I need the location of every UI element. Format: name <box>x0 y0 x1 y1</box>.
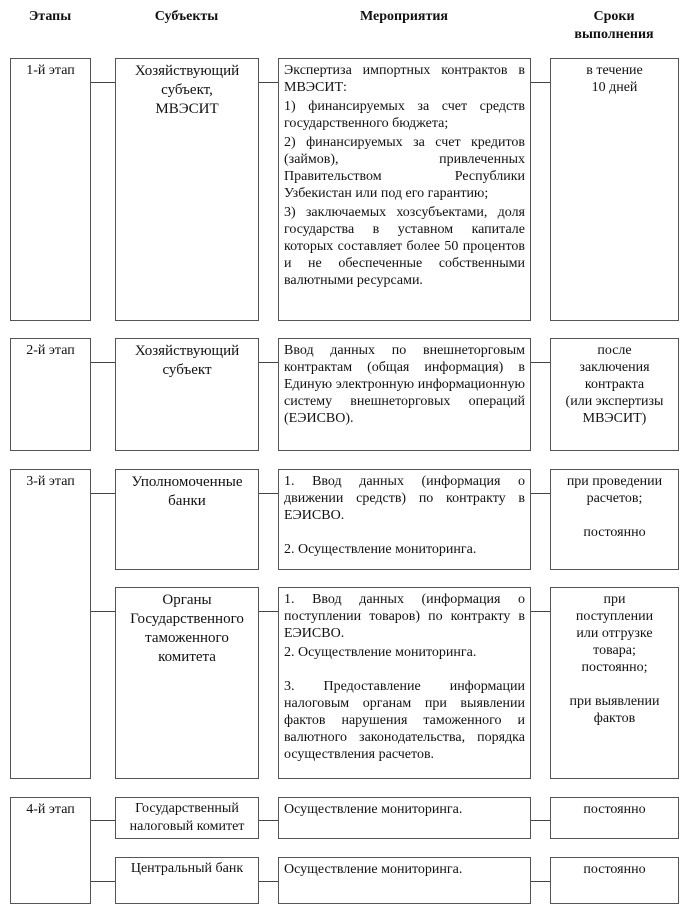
activity-box <box>278 58 531 321</box>
deadline-line: контракта <box>584 377 645 392</box>
activity-text: 2. Осуществление мониторинга. <box>284 645 477 660</box>
connector <box>91 362 115 363</box>
connector <box>91 493 115 494</box>
subject-box <box>115 587 259 779</box>
deadline-box <box>550 469 679 570</box>
connector <box>531 611 550 612</box>
subject-line: Органы <box>162 592 212 608</box>
stage-label: 2-й этап <box>26 343 75 358</box>
subject-line: Хозяйствующий <box>134 343 240 359</box>
subject-line: субъект, <box>161 82 213 98</box>
subject-line: Государственный <box>135 801 239 816</box>
subject-line: налоговый комитет <box>129 819 245 834</box>
subject-line: Центральный банк <box>130 861 244 876</box>
subject-line: Хозяйствующий <box>134 63 240 79</box>
activity-box <box>278 469 531 570</box>
connector <box>531 362 550 363</box>
stage-4-box <box>10 797 91 904</box>
stage-label: 1-й этап <box>26 63 75 78</box>
connector <box>259 820 278 821</box>
activity-text: Осуществление мониторинга. <box>284 862 463 877</box>
deadline-line: поступлении <box>575 609 654 624</box>
stage-1-box <box>10 58 91 321</box>
subject-line: субъект <box>162 362 212 378</box>
activity-box <box>278 857 531 904</box>
stage-label: 3-й этап <box>26 474 75 489</box>
deadline-line: фактов <box>593 711 636 726</box>
subject-box <box>115 797 259 839</box>
activity-text: 1. Ввод данных (информация о движении средств) по контракту в ЕЭИСВО. <box>284 474 525 523</box>
deadline-line: постоянно <box>583 525 646 540</box>
deadline-box <box>550 797 679 839</box>
stage-2-box <box>10 338 91 451</box>
deadline-line: после <box>597 343 632 358</box>
deadline-line: расчетов; <box>586 491 643 506</box>
subject-line: банки <box>168 493 206 509</box>
deadline-line <box>556 507 673 524</box>
connector <box>259 881 278 882</box>
deadline-line: заключения <box>579 360 650 375</box>
subject-line: Государственного <box>130 611 244 627</box>
header-deadlines-line1: Сроки <box>593 9 635 24</box>
deadline-line: при проведении <box>566 474 663 489</box>
connector <box>259 82 278 83</box>
deadline-line: (или экспертизы <box>565 394 664 409</box>
activity-box <box>278 587 531 779</box>
activity-text: 3) заключаемых хозсубъектами, доля государства в уставном капитале которых составляет более 50 процентов и не обеспеченные собственными валютными ресурсами. <box>284 205 525 288</box>
deadline-line <box>556 676 673 693</box>
deadline-line: постоянно <box>583 862 646 877</box>
subject-line: МВЭСИТ <box>155 101 219 117</box>
activity-text: Ввод данных по внешнеторговым контрактам (общая информация) в Единую электронную информационную систему внешнеторговых операций (ЕЭИСВО). <box>284 343 525 426</box>
activity-text: 3. Предоставление информации налоговым органам при выявлении фактов нарушения таможенного и валютного законодательства, порядка осуществления расчетов. <box>284 679 525 762</box>
deadline-line: при <box>603 592 626 607</box>
deadline-line: или отгрузке <box>576 626 653 641</box>
connector <box>91 82 115 83</box>
header-deadlines-line2: выполнения <box>574 27 654 42</box>
deadline-line: при выявлении <box>569 694 660 709</box>
stage-label: 4-й этап <box>26 802 75 817</box>
activity-box <box>278 338 531 451</box>
connector <box>531 881 550 882</box>
activity-text: 2) финансируемых за счет кредитов (займов), привлеченных Правительством Республики Узбекистан или под его гарантию; <box>284 135 525 201</box>
header-stages: Этапы <box>28 9 72 24</box>
stage-3-box <box>10 469 91 779</box>
connector <box>91 611 115 612</box>
deadline-line: постоянно <box>583 802 646 817</box>
subject-line: комитета <box>158 649 216 665</box>
header-deadlines <box>550 8 678 44</box>
connector <box>91 820 115 821</box>
deadline-box <box>550 58 679 321</box>
header-activities: Мероприятия <box>359 9 449 24</box>
deadline-line: постоянно; <box>581 660 648 675</box>
connector <box>259 611 278 612</box>
subject-box <box>115 469 259 570</box>
subject-box <box>115 58 259 321</box>
connector <box>531 493 550 494</box>
connector <box>531 82 550 83</box>
connector <box>259 362 278 363</box>
connector <box>531 820 550 821</box>
deadline-box <box>550 857 679 904</box>
deadline-box <box>550 338 679 451</box>
activity-text: 1. Ввод данных (информация о поступлении товаров) по контракту в ЕЭИСВО. <box>284 592 525 641</box>
activity-text: Экспертиза импортных контрактов в МВЭСИТ: <box>284 63 525 95</box>
subject-box <box>115 338 259 451</box>
deadline-line: МВЭСИТ) <box>582 411 647 426</box>
connector <box>259 493 278 494</box>
deadline-line: товара; <box>593 643 636 658</box>
activity-box <box>278 797 531 839</box>
deadline-line: 10 дней <box>591 80 638 95</box>
activity-text: 1) финансируемых за счет средств государственного бюджета; <box>284 99 525 131</box>
connector <box>91 881 115 882</box>
subject-line: Уполномоченные <box>131 474 243 490</box>
header-subjects: Субъекты <box>154 9 219 24</box>
deadline-box <box>550 587 679 779</box>
activity-text: Осуществление мониторинга. <box>284 802 463 817</box>
deadline-line: в течение <box>586 63 643 78</box>
activity-text: 2. Осуществление мониторинга. <box>284 542 477 557</box>
subject-line: таможенного <box>145 630 229 646</box>
subject-box <box>115 857 259 904</box>
